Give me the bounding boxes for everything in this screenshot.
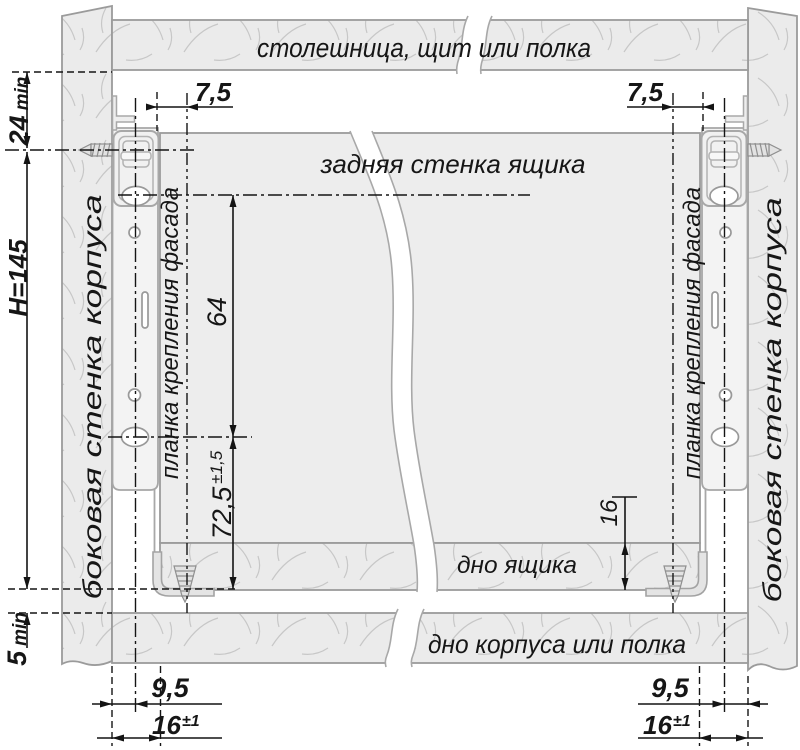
label-side-wall-left: боковая стенка корпуса (77, 301, 107, 600)
corner-bracket-left (113, 96, 135, 130)
dim-text-hole-spacing: 64 (202, 296, 232, 328)
label-drawer-bottom: дно ящика (457, 552, 577, 579)
dim-text-facade-offset-left: 7,5 (194, 77, 232, 107)
dim-text-panel-thickness-left: 16±1 (152, 710, 200, 740)
dim-text-panel-thickness-right: 16±1 (643, 710, 691, 740)
label-facade-strip-right: планка крепления фасада (679, 184, 706, 479)
dim-text-drawer-bottom-recess: 16 (596, 499, 623, 527)
corner-bracket-right (726, 96, 748, 130)
label-facade-strip-left: планка крепления фасада (157, 184, 184, 479)
dim-text-cabinet-height: H=145 (3, 239, 33, 317)
label-back-wall: задняя стенка ящика (319, 149, 586, 179)
label-side-wall-right: боковая стенка корпуса (757, 304, 787, 603)
slot-hole-left (142, 292, 148, 328)
label-countertop: столешница, щит или полка (257, 33, 591, 63)
screw-hole-left-1 (129, 227, 140, 238)
dim-text-screw-offset-right: 9,5 (651, 673, 689, 703)
screw-hole-left-2 (129, 389, 141, 401)
dim-text-screw-offset-left: 9,5 (151, 673, 189, 703)
dim-text-facade-offset-right: 7,5 (626, 77, 664, 107)
dim-text-top-clearance: 24min (4, 76, 34, 146)
dim-text-bottom-span: 72,5±1,5 (207, 450, 237, 540)
screw-hole-right-1 (720, 227, 731, 238)
slot-hole-right (712, 292, 718, 328)
screw-hole-right-2 (720, 389, 732, 401)
label-cabinet-bottom: дно корпуса или полка (428, 629, 686, 659)
dim-text-bottom-clearance: 5min (2, 612, 32, 666)
